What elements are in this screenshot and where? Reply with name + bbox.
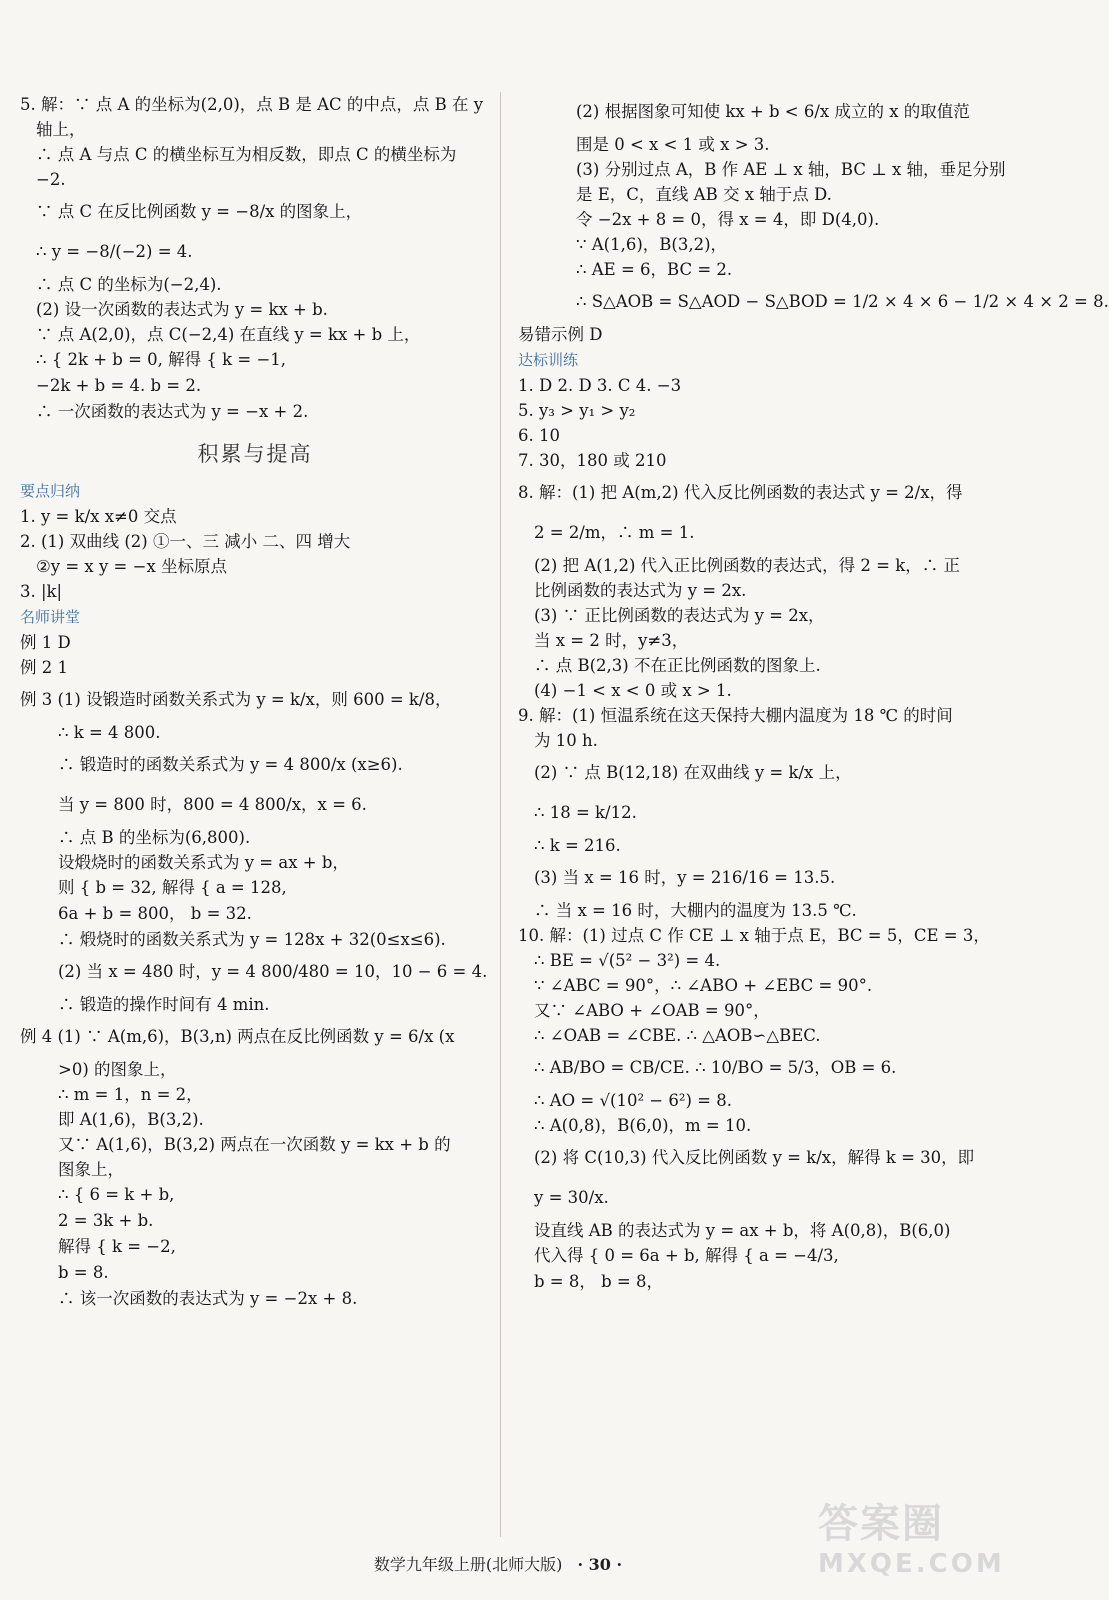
book-title: 数学九年级上册(北师大版): [373, 1555, 563, 1574]
text-line: ∴ 点 C 的坐标为(−2,4).: [36, 275, 222, 294]
text-line: 又∵ ∠ABO + ∠OAB = 90°，: [534, 1001, 770, 1020]
text-line: 2 = 2/m，∴ m = 1.: [534, 523, 695, 542]
text-line: ∴ { 2k + b = 0, 解得 { k = −1,: [36, 350, 287, 369]
key-points-list: [20, 504, 490, 604]
text-line: 代入得 { 0 = 6a + b, 解得 { a = −4/3,: [534, 1246, 839, 1265]
lecture-examples: [20, 630, 490, 1311]
text-line: ∴ AB/BO = CB/CE. ∴ 10/BO = 5/3，OB = 6.: [534, 1058, 897, 1077]
text-line: (2) 将 C(10,3) 代入反比例函数 y = k/x，解得 k = 30，即: [534, 1148, 975, 1167]
text-line: 为 10 h.: [534, 731, 598, 750]
text-line: ②y = x y = −x 坐标原点: [36, 557, 227, 576]
practice-answers: [518, 373, 990, 1295]
text-line: (3) ∵ 正比例函数的表达式为 y = 2x，: [534, 606, 825, 625]
text-line: ∴ 煅烧时的函数关系式为 y = 128x + 32(0≤x≤6).: [58, 930, 446, 949]
text-line: b = 8， b = 8，: [534, 1272, 663, 1291]
label-practice: 达标训练: [518, 351, 579, 369]
text-line: (3) 分别过点 A，B 作 AE ⊥ x 轴，BC ⊥ x 轴，垂足分别: [576, 160, 1006, 179]
text-line: 围是 0 < x < 1 或 x > 3.: [576, 135, 770, 154]
text-line: ∴ ∠OAB = ∠CBE. ∴ △AOB∽△BEC.: [534, 1026, 821, 1045]
text-line: 是 E，C，直线 AB 交 x 轴于点 D.: [576, 185, 832, 204]
text-line: 即 A(1,6)，B(3,2).: [58, 1110, 204, 1129]
text-line: (2) 当 x = 480 时，y = 4 800/480 = 10，10 − 6 = 4.: [58, 962, 488, 981]
text-line: ∴ { 6 = k + b,: [58, 1185, 175, 1204]
text-line: 解得 { k = −2,: [58, 1237, 176, 1256]
right-column: [518, 92, 1109, 1295]
watermark-url: MXQE.COM: [818, 1549, 1005, 1579]
column-divider: [500, 92, 501, 1537]
text-line: ∴ 锻造时的函数关系式为 y = 4 800/x (x≥6).: [58, 755, 403, 774]
text-line: ∵ A(1,6)，B(3,2)，: [576, 235, 728, 254]
text-line: ∴ 锻造的操作时间有 4 min.: [58, 995, 270, 1014]
text-line: 1. y = k/x x≠0 交点: [20, 507, 177, 526]
watermark-text: 答案圈: [818, 1501, 944, 1547]
text-line: 又∵ A(1,6)，B(3,2) 两点在一次函数 y = kx + b 的: [58, 1135, 451, 1154]
text-line: 例 2 1: [20, 658, 68, 677]
text-line: 当 x = 2 时，y≠3，: [534, 631, 689, 650]
text-line: 9. 解：(1) 恒温系统在这天保持大棚内温度为 18 ℃ 的时间: [518, 706, 953, 725]
label-key-points: 要点归纳: [20, 482, 81, 500]
text-line: ∴ AO = √(10² − 6²) = 8.: [534, 1091, 732, 1110]
text-line: ∴ 一次函数的表达式为 y = −x + 2.: [36, 402, 309, 421]
watermark-logo: [818, 1500, 1005, 1595]
text-line: 6. 10: [518, 426, 560, 445]
page-number: · 30 ·: [577, 1555, 623, 1574]
text-line: ∴ 该一次函数的表达式为 y = −2x + 8.: [58, 1289, 358, 1308]
text-line: (4) −1 < x < 0 或 x > 1.: [534, 681, 732, 700]
text-line: 6a + b = 800， b = 32.: [58, 904, 252, 923]
text-line: (2) 把 A(1,2) 代入正比例函数的表达式，得 2 = k，∴ 正: [534, 556, 960, 575]
text-line: 设直线 AB 的表达式为 y = ax + b，将 A(0,8)，B(6,0): [534, 1221, 951, 1240]
example-4-continued: [518, 92, 1109, 347]
text-line: ∴ 点 B 的坐标为(6,800).: [58, 828, 251, 847]
left-problem-5: [20, 92, 490, 424]
text-line: ∴ m = 1，n = 2，: [58, 1085, 203, 1104]
text-line: ∵ ∠ABC = 90°，∴ ∠ABO + ∠EBC = 90°.: [534, 976, 873, 995]
text-line: 令 −2x + 8 = 0，得 x = 4，即 D(4,0).: [576, 210, 880, 229]
text-line: ∴ 点 B(2,3) 不在正比例函数的图象上.: [534, 656, 821, 675]
left-column: [20, 92, 490, 1311]
label-lecture: 名师讲堂: [20, 608, 81, 626]
text-line: (2) 根据图象可知使 kx + b < 6/x 成立的 x 的取值范: [576, 102, 970, 121]
text-line: 1. D 2. D 3. C 4. −3: [518, 376, 682, 395]
text-line: (3) 当 x = 16 时，y = 216/16 = 13.5.: [534, 868, 836, 887]
text-line: 例 4 (1) ∵ A(m,6)，B(3,n) 两点在反比例函数 y = 6/x (x: [20, 1027, 455, 1046]
text-line: 轴上，: [36, 120, 86, 139]
text-line: ∴ k = 4 800.: [58, 723, 161, 742]
text-line: −2k + b = 4. b = 2.: [36, 376, 202, 395]
text-line: ∵ 点 A(2,0)，点 C(−2,4) 在直线 y = kx + b 上，: [36, 325, 421, 344]
text-line: 例 3 (1) 设锻造时函数关系式为 y = k/x，则 600 = k/8，: [20, 690, 452, 709]
text-line: 例 1 D: [20, 633, 71, 652]
text-line: 3. |k|: [20, 582, 63, 601]
text-line: ∴ 18 = k/12.: [534, 803, 637, 822]
text-line: −2.: [36, 170, 66, 189]
text-line: (2) ∵ 点 B(12,18) 在双曲线 y = k/x 上，: [534, 763, 852, 782]
text-line: ∴ BE = √(5² − 3²) = 4.: [534, 951, 721, 970]
text-line: 比例函数的表达式为 y = 2x.: [534, 581, 747, 600]
text-line: y = 30/x.: [534, 1188, 609, 1207]
text-line: 当 y = 800 时，800 = 4 800/x，x = 6.: [58, 795, 367, 814]
text-line: ∴ S△AOB = S△AOD − S△BOD = 1/2 × 4 × 6 − 1/2 × 4 × 2 = 8.: [576, 292, 1109, 311]
text-line: 5. y₃ > y₁ > y₂: [518, 401, 636, 420]
text-line: 2. (1) 双曲线 (2) ①一、三 减小 二、四 增大: [20, 532, 351, 551]
text-line: ∴ k = 216.: [534, 836, 621, 855]
text-line: 2 = 3k + b.: [58, 1211, 154, 1230]
text-line: 则 { b = 32, 解得 { a = 128,: [58, 878, 287, 897]
text-line: 8. 解：(1) 把 A(m,2) 代入反比例函数的表达式 y = 2/x，得: [518, 483, 963, 502]
section-title: 积累与提高: [197, 442, 313, 466]
text-line: ∵ 点 C 在反比例函数 y = −8/x 的图象上，: [36, 202, 363, 221]
text-line: ∴ 当 x = 16 时，大棚内的温度为 13.5 ℃.: [534, 901, 857, 920]
text-line: ∴ A(0,8)，B(6,0)，m = 10.: [534, 1116, 752, 1135]
text-line: 易错示例 D: [518, 325, 603, 344]
text-line: ∴ AE = 6，BC = 2.: [576, 260, 733, 279]
text-line: 5. 解：∵ 点 A 的坐标为(2,0)，点 B 是 AC 的中点，点 B 在 y: [20, 95, 484, 114]
text-line: 图象上，: [58, 1160, 124, 1179]
text-line: (2) 设一次函数的表达式为 y = kx + b.: [36, 300, 328, 319]
text-line: ∴ y = −8/(−2) = 4.: [36, 242, 193, 261]
text-line: >0) 的图象上，: [58, 1060, 177, 1079]
text-line: ∴ 点 A 与点 C 的横坐标互为相反数，即点 C 的横坐标为: [36, 145, 457, 164]
text-line: 7. 30，180 或 210: [518, 451, 667, 470]
text-line: 10. 解：(1) 过点 C 作 CE ⊥ x 轴于点 E，BC = 5，CE = 3，: [518, 926, 990, 945]
text-line: 设煅烧时的函数关系式为 y = ax + b，: [58, 853, 349, 872]
text-line: b = 8.: [58, 1263, 109, 1282]
